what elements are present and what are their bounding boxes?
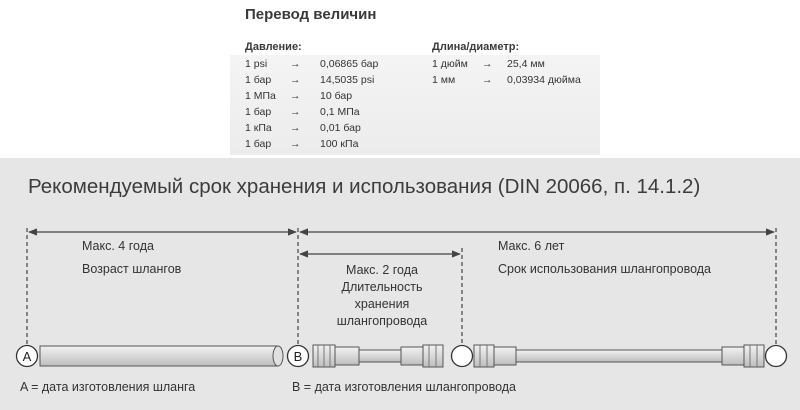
length-to: 0,03934 дюйма xyxy=(507,74,581,86)
hose-assembly-storage xyxy=(313,345,443,367)
arrow-icon: → xyxy=(290,58,301,70)
span-a-label xyxy=(82,238,181,278)
span-use-caption: Срок использования шлангопровода xyxy=(498,262,711,276)
length-heading: Длина/диаметр: xyxy=(432,41,520,53)
span-storage-caption-2: хранения xyxy=(354,297,410,311)
conversion-title: Перевод величин xyxy=(245,6,377,23)
pressure-from: 1 бар xyxy=(245,106,272,118)
pressure-to: 0,06865 бар xyxy=(320,58,379,70)
span-storage-duration: Макс. 2 года xyxy=(346,263,418,277)
arrow-icon: → xyxy=(482,58,493,70)
hose-plain-end xyxy=(273,346,283,366)
pressure-to: 14,5035 psi xyxy=(320,74,375,86)
pressure-from: 1 бар xyxy=(245,138,272,150)
pressure-to: 0,01 бар xyxy=(320,122,361,134)
arrow-icon: → xyxy=(290,90,301,102)
arrow-icon: → xyxy=(290,74,301,86)
span-a-caption: Возраст шлангов xyxy=(82,262,182,276)
span-storage-caption-1: Длительность xyxy=(341,280,423,294)
use-end-circle xyxy=(766,346,787,367)
pressure-heading: Давление: xyxy=(245,41,302,53)
pressure-to: 0,1 МПа xyxy=(320,106,360,118)
pressure-from: 1 бар xyxy=(245,74,272,86)
marker-b-label: B xyxy=(293,349,303,364)
pressure-from: 1 кПа xyxy=(245,122,272,134)
pressure-from: 1 МПа xyxy=(245,90,276,102)
legend-b: B = дата изготовления шлангопровода xyxy=(292,380,517,394)
arrow-icon: → xyxy=(290,106,301,118)
pressure-to: 10 бар xyxy=(320,90,353,102)
hose-assembly-use xyxy=(474,345,764,367)
arrow-icon: → xyxy=(290,138,301,150)
hose-plain xyxy=(40,346,278,366)
span-use-label xyxy=(498,238,711,278)
length-from: 1 мм xyxy=(432,74,456,86)
span-storage-label xyxy=(312,262,452,330)
legend-a: A = дата изготовления шланга xyxy=(20,380,196,394)
storage-title: Рекомендуемый срок хранения и использования (DIN 20066, п. 14.1.2) xyxy=(28,175,701,198)
span-a-duration: Макс. 4 года xyxy=(82,239,154,253)
marker-a-label: A xyxy=(22,349,32,364)
storage-end-circle xyxy=(452,346,473,367)
length-from: 1 дюйм xyxy=(432,58,468,70)
pressure-from: 1 psi xyxy=(245,58,268,70)
span-use-duration: Макс. 6 лет xyxy=(498,239,565,253)
pressure-to: 100 кПа xyxy=(320,138,359,150)
span-storage-caption-3: шлангопровода xyxy=(336,314,428,328)
arrow-icon: → xyxy=(482,74,493,86)
arrow-icon: → xyxy=(290,122,301,134)
length-to: 25,4 мм xyxy=(507,58,545,70)
